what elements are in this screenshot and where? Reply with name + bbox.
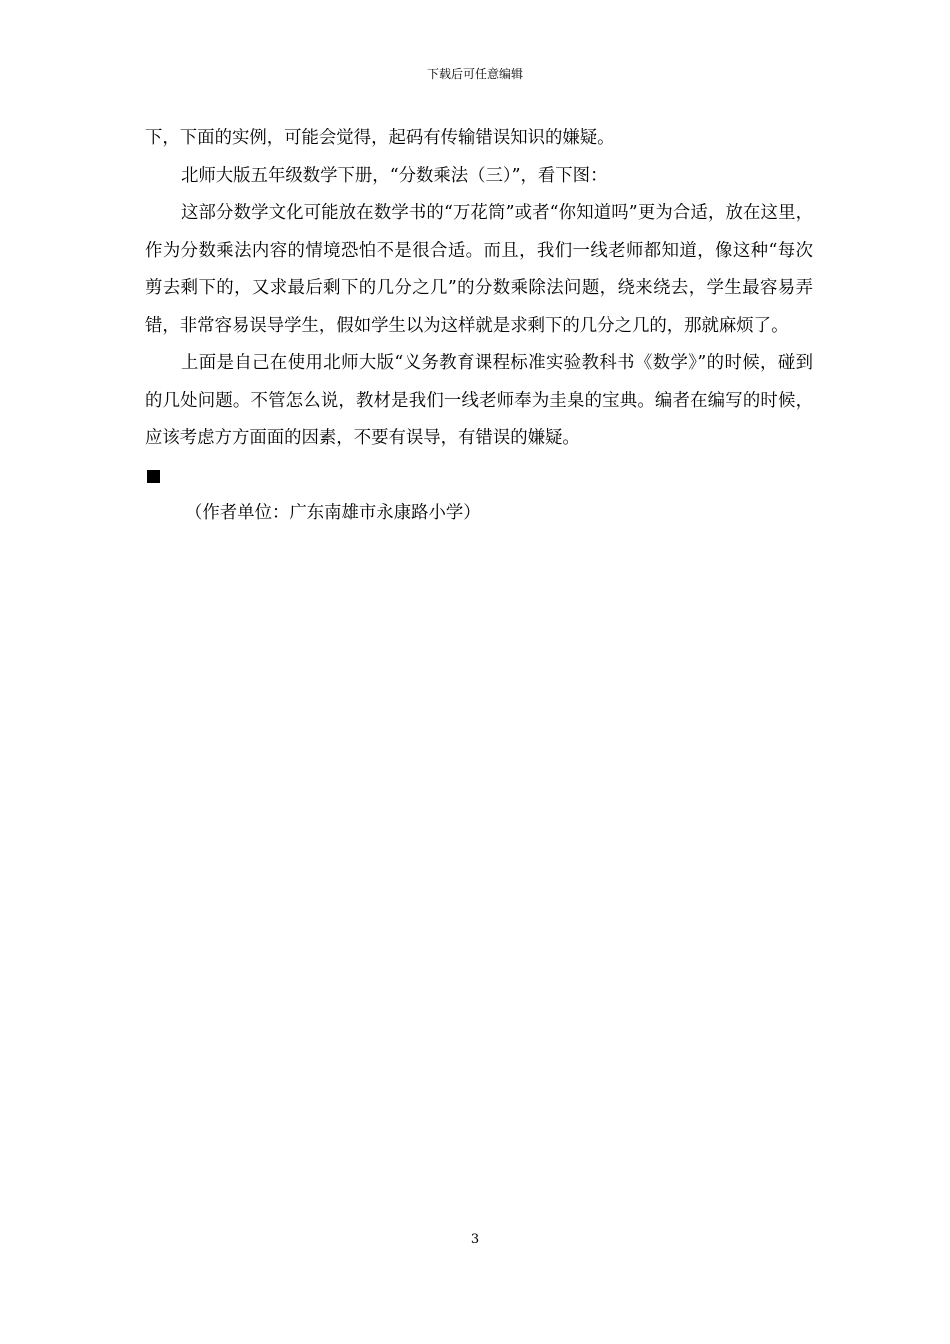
document-body — [145, 120, 813, 533]
black-square-icon — [147, 470, 160, 483]
paragraph-math-culture: 这部分数学文化可能放在数学书的“万花筒”或者“你知道吗”更为合适，放在这里，作为分数乘法内容的情境恐怕不是很合适。而且，我们一线老师都知道，像这种“每次剪去剩下的，又求最后剩下的几分之几”的分数乘除法问题，绕来绕去，学生最容易弄错，非常容易误导学生，假如学生以为这样就是求剩下的几分之几的，那就麻烦了。 — [145, 203, 813, 336]
page-header: 下载后可任意编辑 — [426, 67, 523, 81]
paragraph-textbook-reference: 北师大版五年级数学下册，“分数乘法（三）”，看下图： — [181, 165, 608, 186]
paragraph-continuation: 下，下面的实例，可能会觉得，起码有传输错误知识的嫌疑。 — [145, 128, 615, 148]
page-number: 3 — [470, 1232, 480, 1247]
author-affiliation: （作者单位：广东南雄市永康路小学） — [185, 503, 481, 523]
end-of-article-mark — [145, 458, 161, 496]
paragraph-conclusion: 上面是自己在使用北师大版“义务教育课程标准实验教科书《数学》”的时候，碰到的几处问题。不管怎么说，教材是我们一线老师奉为圭臬的宝典。编者在编写的时候，应该考虑方方面面的因素，不要有误导，有错误的嫌疑。 — [145, 353, 813, 448]
